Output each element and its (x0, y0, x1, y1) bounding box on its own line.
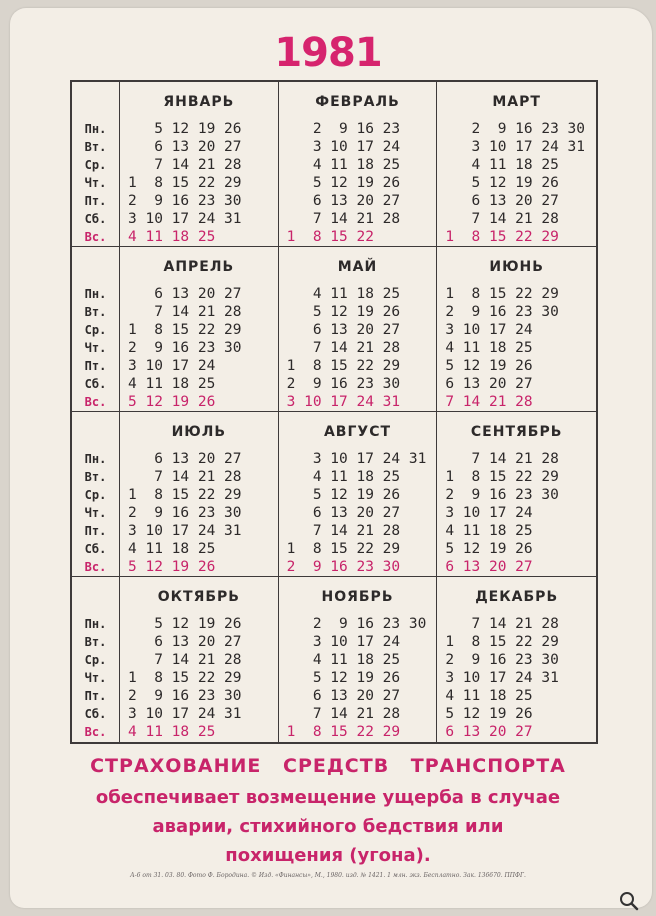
weekday-dates-row: 2 9 16 23 30 (128, 688, 242, 704)
weekday-label: Сб. (84, 377, 107, 391)
weekday-label: Пн. (84, 452, 107, 466)
sunday-dates-row: 3 10 17 24 31 (286, 394, 401, 410)
weekday-dates-row: 5 12 19 26 (128, 616, 242, 632)
month-name: СЕНТЯБРЬ (470, 424, 563, 440)
weekday-dates-row: 6 13 20 27 (445, 193, 559, 209)
month-name: ДЕКАБРЬ (475, 589, 559, 605)
weekday-dates-row: 6 13 20 27 (286, 322, 401, 338)
weekday-dates-row: 3 10 17 24 (286, 139, 401, 155)
weekday-label: Пн. (84, 122, 107, 136)
month-name: МАРТ (492, 94, 541, 110)
sunday-dates-row: 5 12 19 26 (128, 559, 216, 575)
weekday-dates-row: 3 10 17 24 (445, 322, 533, 338)
weekday-dates-row: 5 12 19 26 (286, 487, 401, 503)
weekday-dates-row: 2 9 16 23 30 (128, 340, 242, 356)
month-block (279, 577, 438, 742)
weekday-label: Вт. (84, 635, 107, 649)
weekday-label: Вс. (84, 230, 107, 244)
weekday-label: Пт. (84, 359, 107, 373)
zoom-icon[interactable] (618, 890, 640, 912)
slogan-title: СТРАХОВАНИЕ СРЕДСТВ ТРАНСПОРТА (90, 755, 566, 777)
month-block (120, 247, 279, 412)
weekday-dates-row: 3 10 17 24 31 (128, 706, 242, 722)
weekday-dates-row: 7 14 21 28 (128, 652, 242, 668)
weekday-dates-row: 2 9 16 23 30 (286, 376, 401, 392)
weekday-label: Ср. (84, 158, 107, 172)
weekday-dates-row: 6 13 20 27 (128, 451, 242, 467)
weekday-dates-row: 4 11 18 25 (445, 688, 533, 704)
sunday-dates-row: 2 9 16 23 30 (286, 559, 401, 575)
month-name: МАЙ (337, 259, 378, 275)
weekday-dates-row: 5 12 19 26 (286, 304, 401, 320)
weekday-dates-row: 6 13 20 27 (128, 139, 242, 155)
month-block (279, 412, 438, 577)
weekday-dates-row: 4 11 18 25 (128, 376, 216, 392)
sunday-dates-row: 1 8 15 22 29 (286, 724, 401, 740)
weekday-dates-row: 1 8 15 22 29 (445, 286, 559, 302)
month-name: ФЕВРАЛЬ (315, 94, 400, 110)
weekday-dates-row: 4 11 18 25 (445, 523, 533, 539)
weekday-label: Пт. (84, 194, 107, 208)
weekday-column (72, 247, 120, 412)
weekday-column (72, 412, 120, 577)
weekday-label: Вс. (84, 725, 107, 739)
weekday-label: Пн. (84, 287, 107, 301)
month-block (437, 412, 596, 577)
weekday-dates-row: 4 11 18 25 (445, 157, 559, 173)
weekday-dates-row: 2 9 16 23 30 (286, 616, 427, 632)
sunday-dates-row: 4 11 18 25 (128, 724, 216, 740)
weekday-dates-row: 3 10 17 24 (128, 358, 216, 374)
month-name: АВГУСТ (323, 424, 392, 440)
weekday-dates-row: 1 8 15 22 29 (445, 634, 559, 650)
weekday-dates-row: 4 11 18 25 (128, 541, 216, 557)
month-block (437, 82, 596, 247)
weekday-label: Сб. (84, 707, 107, 721)
weekday-dates-row: 3 10 17 24 31 (128, 523, 242, 539)
weekday-label: Чт. (84, 671, 107, 685)
weekday-dates-row: 1 8 15 22 29 (286, 358, 401, 374)
weekday-dates-row: 1 8 15 22 29 (128, 175, 242, 191)
weekday-column (72, 577, 120, 742)
weekday-dates-row: 7 14 21 28 (286, 340, 401, 356)
weekday-dates-row: 7 14 21 28 (128, 304, 242, 320)
weekday-label: Сб. (84, 212, 107, 226)
weekday-dates-row: 6 13 20 27 (128, 634, 242, 650)
weekday-dates-row: 4 11 18 25 (286, 469, 401, 485)
weekday-label: Пт. (84, 524, 107, 538)
month-block (437, 247, 596, 412)
slogan-line-3: аварии, стихийного бедствия или (152, 816, 504, 837)
weekday-label: Вт. (84, 305, 107, 319)
weekday-dates-row: 1 8 15 22 29 (128, 670, 242, 686)
weekday-label: Вс. (84, 560, 107, 574)
weekday-dates-row: 3 10 17 24 31 (445, 670, 559, 686)
sunday-dates-row: 6 13 20 27 (445, 559, 533, 575)
slogan-line-2: обеспечивает возмещение ущерба в случае (95, 787, 561, 808)
weekday-dates-row: 5 12 19 26 (128, 121, 242, 137)
month-name: НОЯБРЬ (321, 589, 394, 605)
weekday-dates-row: 7 14 21 28 (445, 616, 559, 632)
weekday-dates-row: 5 12 19 26 (445, 358, 533, 374)
weekday-label: Пт. (84, 689, 107, 703)
weekday-dates-row: 2 9 16 23 30 (128, 505, 242, 521)
weekday-dates-row: 3 10 17 24 (286, 634, 401, 650)
calendar-grid (70, 80, 598, 744)
weekday-dates-row: 4 11 18 25 (445, 340, 533, 356)
weekday-dates-row: 7 14 21 28 (286, 523, 401, 539)
weekday-dates-row: 6 13 20 27 (128, 286, 242, 302)
weekday-dates-row: 5 12 19 26 (286, 175, 401, 191)
weekday-dates-row: 5 12 19 26 (445, 706, 533, 722)
sunday-dates-row: 4 11 18 25 (128, 229, 216, 245)
weekday-dates-row: 6 13 20 27 (286, 688, 401, 704)
weekday-label: Чт. (84, 506, 107, 520)
weekday-dates-row: 3 10 17 24 (445, 505, 533, 521)
month-block (279, 82, 438, 247)
publisher-imprint: А-6 от 31. 03. 80. Фото Ф. Бородина. © Изд. «Финансы», М., 1980. изд. № 1421. 1 млн. экз. Бесплатно. Зак. 136670. ППФГ. (130, 872, 526, 879)
weekday-label: Вс. (84, 395, 107, 409)
weekday-dates-row: 1 8 15 22 29 (445, 469, 559, 485)
weekday-dates-row: 5 12 19 26 (445, 541, 533, 557)
month-name: ИЮЛЬ (171, 424, 227, 440)
weekday-dates-row: 3 10 17 24 31 (128, 211, 242, 227)
sunday-dates-row: 1 8 15 22 (286, 229, 374, 245)
weekday-label: Пн. (84, 617, 107, 631)
weekday-dates-row: 7 14 21 28 (128, 469, 242, 485)
sunday-dates-row: 7 14 21 28 (445, 394, 533, 410)
weekday-dates-row: 4 11 18 25 (286, 157, 401, 173)
weekday-label: Вт. (84, 470, 107, 484)
weekday-label: Чт. (84, 341, 107, 355)
weekday-dates-row: 7 14 21 28 (445, 211, 559, 227)
month-name: АПРЕЛЬ (163, 259, 235, 275)
weekday-dates-row: 2 9 16 23 30 (128, 193, 242, 209)
sunday-dates-row: 5 12 19 26 (128, 394, 216, 410)
weekday-dates-row: 7 14 21 28 (286, 211, 401, 227)
weekday-dates-row: 3 10 17 24 31 (445, 139, 586, 155)
month-block (120, 412, 279, 577)
weekday-label: Чт. (84, 176, 107, 190)
weekday-label: Ср. (84, 323, 107, 337)
weekday-dates-row: 1 8 15 22 29 (128, 322, 242, 338)
calendar-year: 1981 (274, 30, 382, 76)
weekday-dates-row: 7 14 21 28 (445, 451, 559, 467)
weekday-dates-row: 2 9 16 23 30 (445, 304, 559, 320)
weekday-label: Сб. (84, 542, 107, 556)
sunday-dates-row: 6 13 20 27 (445, 724, 533, 740)
weekday-dates-row: 6 13 20 27 (286, 193, 401, 209)
weekday-dates-row: 2 9 16 23 30 (445, 487, 559, 503)
weekday-dates-row: 5 12 19 26 (445, 175, 559, 191)
weekday-dates-row: 4 11 18 25 (286, 286, 401, 302)
sunday-dates-row: 1 8 15 22 29 (445, 229, 559, 245)
weekday-dates-row: 2 9 16 23 30 (445, 121, 586, 137)
month-block (279, 247, 438, 412)
weekday-dates-row: 7 14 21 28 (128, 157, 242, 173)
weekday-label: Вт. (84, 140, 107, 154)
weekday-dates-row: 2 9 16 23 (286, 121, 401, 137)
weekday-label: Ср. (84, 488, 107, 502)
slogan-line-4: похищения (угона). (225, 845, 431, 866)
weekday-column (72, 82, 120, 247)
weekday-dates-row: 1 8 15 22 29 (286, 541, 401, 557)
weekday-dates-row: 6 13 20 27 (445, 376, 533, 392)
weekday-dates-row: 1 8 15 22 29 (128, 487, 242, 503)
weekday-dates-row: 6 13 20 27 (286, 505, 401, 521)
month-block (437, 577, 596, 742)
month-name: ЯНВАРЬ (163, 94, 235, 110)
month-block (120, 82, 279, 247)
weekday-dates-row: 7 14 21 28 (286, 706, 401, 722)
weekday-dates-row: 5 12 19 26 (286, 670, 401, 686)
month-block (120, 577, 279, 742)
weekday-dates-row: 4 11 18 25 (286, 652, 401, 668)
weekday-label: Ср. (84, 653, 107, 667)
month-name: ОКТЯБРЬ (157, 589, 240, 605)
month-name: ИЮНЬ (489, 259, 544, 275)
weekday-dates-row: 2 9 16 23 30 (445, 652, 559, 668)
weekday-dates-row: 3 10 17 24 31 (286, 451, 427, 467)
